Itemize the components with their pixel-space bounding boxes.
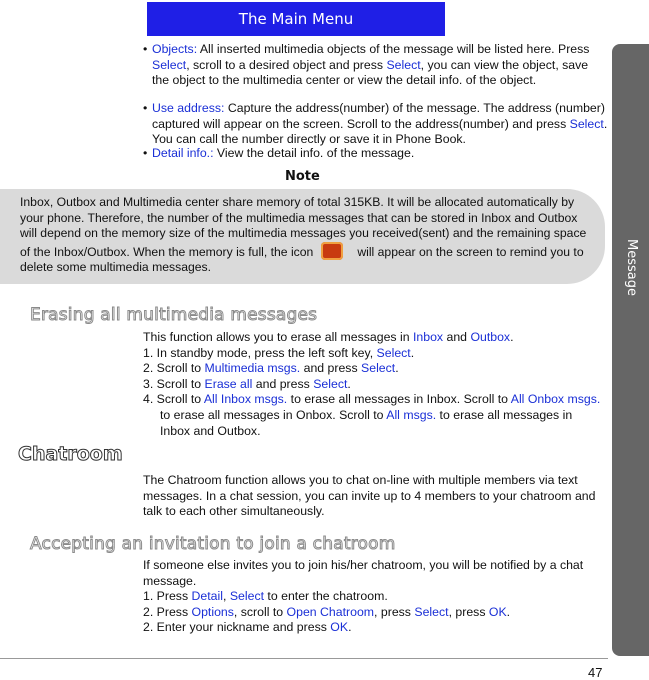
erase-step-2: 2. Scroll to Multimedia msgs. and press Select. (143, 361, 399, 376)
bullet-detail-info: • Detail info.: View the detail info. of the message. (143, 146, 415, 160)
invite-step-2: 2. Press Options, scroll to Open Chatroom, press Select, press OK. (143, 604, 511, 619)
bullet-use-address: • Use address: Capture the address(number) of the message. The address (number) captured will appear on the screen. Scroll to the address(number) and press Select. You can call the number directly or save it in Phone Book. (143, 101, 608, 147)
erase-section: This function allows you to erase all messages in Inbox and Outbox. 1. In standby mode, press the left soft key, Select. 2. Scroll to Multimedia msgs. and press Select. 3. Scroll to Erase all and press Select. 4. Scroll to All Inbox msgs. to erase all messages in Inbox. Scroll to All Onbox msgs. to erase all messages in Onbox. Scroll to All msgs. to erase all messages in Inbox and Outbox. (143, 330, 605, 439)
note-title: Note (285, 169, 320, 184)
invite-step-3: 2. Enter your nickname and press OK. (143, 620, 352, 635)
note-text-end: will appear on the screen to remind you to delete some multimedia messages. (20, 244, 584, 275)
heading-accepting: Accepting an invitation to join a chatroom (30, 534, 396, 554)
erase-step-1: 1. In standby mode, press the left soft key, Select. (143, 345, 415, 360)
invite-section: If someone else invites you to join his/her chatroom, you will be notified by a chat message. 1. Press Detail, Select to enter the chatroom. 2. Press Options, scroll to Open Chatroom, press Select, press OK. 2. Enter your nickname and press OK. (143, 558, 605, 636)
chatroom-text: The Chatroom function allows you to chat on-line with multiple members via text messages. In a chat session, you can invite up to 4 members to your chatroom and talk to each other simultaneously. (143, 473, 596, 519)
erase-step-4: 4. Scroll to All Inbox msgs. to erase all messages in Inbox. Scroll to All Onbox msgs. to erase all messages in Onbox. Scroll to All msgs. to erase all messages in Inbox and Outbox. (143, 392, 601, 438)
page-header (147, 2, 445, 36)
footer-divider (0, 658, 608, 659)
memory-full-icon (321, 242, 343, 260)
header-title: The Main Menu (238, 10, 354, 28)
bullet-objects: • Objects: All inserted multimedia objects of the message will be listed here. Press Select, scroll to a desired object and press Select, you can view the object, save the object to the multimedia center or view the detail info. of the object. (143, 42, 590, 88)
invite-step-1: 1. Press Detail, Select to enter the chatroom. (143, 589, 388, 604)
section-tab-label: Message (624, 239, 639, 296)
note-text: Inbox, Outbox and Multimedia center share memory of total 315KB. It will be allocated automatically by your phone. Therefore, the number of the multimedia messages that can be stored in Inbox and Outbox will depend on the memory size of the multimedia messages you received(sent) and the remaining space of the Inbox/Outbox. When the memory is full, the icon (20, 195, 587, 259)
heading-chatroom: Chatroom (18, 443, 123, 465)
section-tab (612, 44, 649, 656)
page-number: 47 (588, 665, 603, 680)
erase-step-3: 3. Scroll to Erase all and press Select. (143, 376, 351, 391)
heading-erasing: Erasing all multimedia messages (30, 305, 318, 325)
note-box (0, 189, 605, 284)
